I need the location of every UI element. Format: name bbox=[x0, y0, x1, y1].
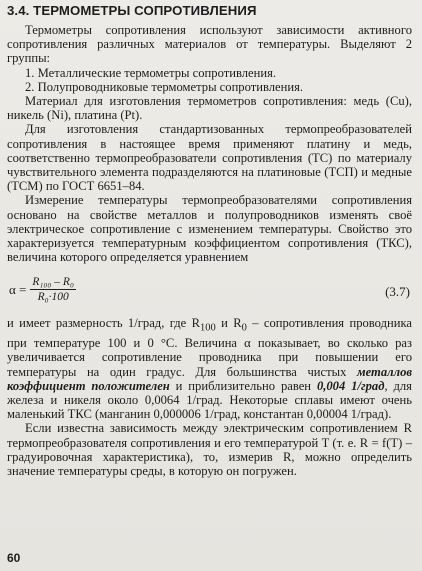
paragraph-dimension bbox=[7, 316, 412, 421]
p5-text-a: и имеет размерность 1/град, где R bbox=[7, 316, 200, 331]
formula-numerator: R₁₀₀ – R₀ bbox=[32, 276, 74, 289]
p5-text-e: , для железа и никеля около 0,0064 1/град. Некоторые сплавы имеют очень маленький ТКС (манганин 0,000006 1/град, константан 0,00004 1/град). bbox=[7, 378, 412, 422]
formula-denominator: R₀·100 bbox=[37, 291, 69, 304]
p5-emphasis-positive: металлов коэффициент положителен bbox=[7, 364, 412, 393]
formula-fraction bbox=[30, 276, 76, 303]
tkc-formula bbox=[9, 276, 76, 303]
p5-text-b: и R bbox=[215, 316, 242, 331]
p5-sub-100: 100 bbox=[200, 322, 216, 334]
p5-emphasis-value: 0,004 1/град bbox=[316, 378, 385, 393]
list-item-semiconductor: 2. Полупроводниковые термометры сопротивления. bbox=[25, 79, 304, 94]
equation-number: (3.7) bbox=[385, 284, 410, 300]
page-number: 60 bbox=[7, 551, 21, 565]
list-item-metal: 1. Металлические термометры сопротивления. bbox=[25, 65, 277, 80]
p5-text-c: – сопротивления проводника при температуре 100 и 0 °С. Величина α показывает, во сколько раз увеличивается сопротивление проводника при повышении его температуры на один градус. Для большинства чистых bbox=[7, 316, 412, 379]
p5-sub-0: 0 bbox=[241, 322, 247, 334]
formula-block bbox=[7, 270, 412, 312]
paragraph-intro: Термометры сопротивления используют зависимости активного сопротивления различных материалов от температуры. Выделяют 2 группы: bbox=[7, 23, 412, 66]
formula-lhs: α = bbox=[9, 281, 27, 297]
p5-text-d: и приблизительно равен bbox=[169, 378, 317, 393]
paragraph-calibration: Если известна зависимость между электрическим сопротивлением R термопреобразователя сопротивления и его температурой T (т. е. R = f(T) – градуировочная характеристика), то, измерив R, можно определить значение температуры среды, в которую он погружен. bbox=[7, 421, 412, 478]
paragraph-standards: Для изготовления стандартизованных термопреобразователей сопротивления в настоящее время применяют платину и медь, соответственно термопреобразователи сопротивления (ТС) по материалу чувствительного элемента подразделяются на платиновые (ТСП) и медные (ТСМ) по ГОСТ 6651–84. bbox=[7, 122, 412, 194]
paragraph-measurement: Измерение температуры термопреобразователями сопротивления основано на свойстве металлов и полупроводников изменять своё электрическое сопротивление с изменением температуры. Свойство это характеризуется температурным коэффициентом сопротивления (ТКС), величина которого определяется уравнением bbox=[7, 193, 412, 265]
paragraph-materials: Материал для изготовления термометров сопротивления: медь (Cu), никель (Ni), платина (Pt). bbox=[7, 94, 412, 123]
section-title: 3.4. ТЕРМОМЕТРЫ СОПРОТИВЛЕНИЯ bbox=[7, 3, 257, 18]
